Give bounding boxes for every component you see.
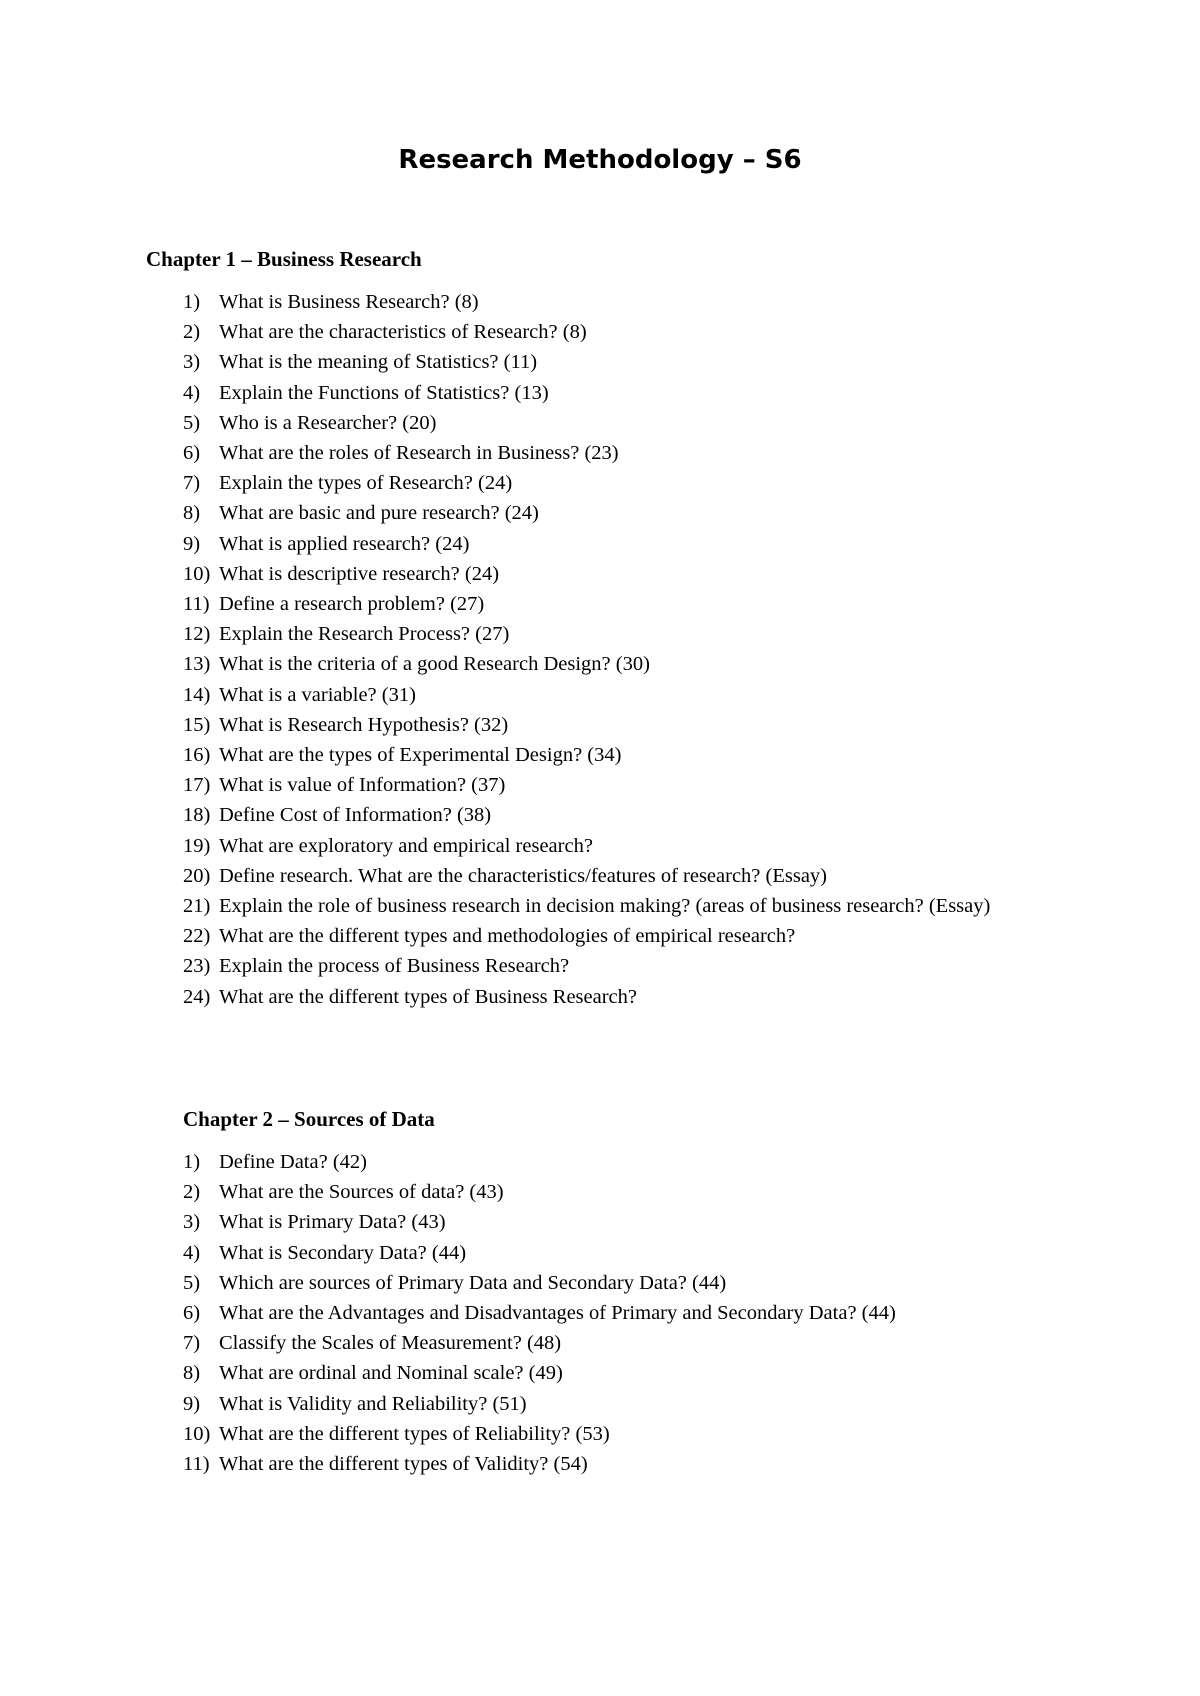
question-item: [0, 1358, 1200, 1388]
question-number: 10): [183, 1422, 211, 1445]
question-item: [0, 1389, 1200, 1419]
question-number: 7): [183, 472, 201, 495]
question-number: 2): [183, 1181, 201, 1204]
question-number: 15): [183, 713, 211, 736]
question-number: 18): [183, 804, 211, 827]
question-number: 2): [183, 321, 201, 344]
question-number: 5): [183, 411, 201, 434]
question-item: [0, 770, 1200, 800]
question-number: 24): [183, 985, 211, 1008]
question-item: [0, 287, 1200, 317]
question-number: 1): [183, 291, 201, 313]
question-item: [0, 1328, 1200, 1358]
question-item: [0, 680, 1200, 710]
question-item: [0, 559, 1200, 589]
question-text: What is value of Information? (37): [219, 774, 506, 797]
question-number: 3): [183, 1211, 201, 1234]
question-item: [0, 438, 1200, 468]
question-number: 4): [183, 1241, 201, 1264]
question-number: 11): [183, 593, 210, 616]
question-text: Explain the process of Business Research?: [219, 955, 570, 978]
question-item: [0, 1147, 1200, 1177]
question-item: [0, 317, 1200, 347]
question-text: What are ordinal and Nominal scale? (49): [219, 1362, 563, 1385]
question-text: What are the roles of Research in Business? (23): [219, 442, 619, 465]
question-item: [0, 1298, 1200, 1328]
question-text: Explain the types of Research? (24): [219, 472, 513, 495]
question-number: 6): [183, 1302, 201, 1325]
question-text: What are exploratory and empirical research?: [219, 834, 593, 857]
question-text: What is Primary Data? (43): [219, 1211, 446, 1234]
question-number: 4): [183, 381, 201, 404]
question-item: [0, 1238, 1200, 1268]
question-text: What is Validity and Reliability? (51): [219, 1392, 527, 1415]
question-text: What are basic and pure research? (24): [219, 502, 539, 525]
question-number: 16): [183, 744, 211, 767]
question-list: [0, 287, 1200, 1012]
question-text: Which are sources of Primary Data and Secondary Data? (44): [219, 1271, 727, 1294]
question-text: What is Secondary Data? (44): [219, 1241, 467, 1264]
question-text: Define Cost of Information? (38): [219, 804, 492, 827]
question-list: [0, 1147, 1200, 1479]
question-item: [0, 1207, 1200, 1237]
question-item: [0, 1268, 1200, 1298]
question-text: What are the Advantages and Disadvantages of Primary and Secondary Data? (44): [219, 1302, 896, 1325]
question-number: 7): [183, 1332, 201, 1355]
question-text: What are the different types of Business Research?: [219, 985, 638, 1008]
question-number: 22): [183, 925, 211, 948]
question-item: [0, 891, 1200, 921]
question-text: What is applied research? (24): [219, 532, 470, 555]
question-text: What is the meaning of Statistics? (11): [219, 351, 538, 374]
question-number: 19): [183, 834, 211, 857]
question-text: Who is a Researcher? (20): [219, 411, 437, 434]
question-number: 12): [183, 623, 211, 646]
question-text: Explain the Functions of Statistics? (13): [219, 381, 549, 404]
question-item: [0, 1177, 1200, 1207]
question-text: What are the characteristics of Research? (8): [219, 321, 587, 344]
question-text: What is Research Hypothesis? (32): [219, 713, 509, 736]
question-number: 8): [183, 1362, 201, 1385]
question-text: What is a variable? (31): [219, 683, 416, 706]
chapter-1-section: [0, 244, 1200, 1012]
question-text: What are the different types of Reliability? (53): [219, 1422, 610, 1445]
question-number: 5): [183, 1271, 201, 1294]
question-number: 14): [183, 683, 211, 706]
chapter-2-section: [0, 1104, 1200, 1479]
question-number: 23): [183, 955, 211, 978]
question-number: 1): [183, 1151, 201, 1173]
question-item: [0, 378, 1200, 408]
chapter-heading: Chapter 2 – Sources of Data: [183, 1107, 435, 1131]
question-item: [0, 347, 1200, 377]
question-number: 9): [183, 532, 201, 555]
question-number: 10): [183, 562, 211, 585]
question-text: What are the types of Experimental Design? (34): [219, 744, 622, 767]
question-item: [0, 831, 1200, 861]
question-item: [0, 619, 1200, 649]
question-item: [0, 529, 1200, 559]
question-number: 20): [183, 864, 211, 887]
question-number: 11): [183, 1453, 210, 1476]
question-number: 21): [183, 895, 211, 918]
question-item: [0, 1419, 1200, 1449]
question-item: [0, 861, 1200, 891]
question-item: [0, 468, 1200, 498]
question-text: What is descriptive research? (24): [219, 562, 500, 585]
chapter-heading: Chapter 1 – Business Research: [146, 247, 422, 271]
question-item: [0, 740, 1200, 770]
question-text: Define Data? (42): [219, 1151, 367, 1173]
question-item: [0, 408, 1200, 438]
question-item: [0, 982, 1200, 1012]
question-text: Explain the role of business research in decision making? (areas of business research? (Essay): [219, 895, 991, 918]
question-number: 8): [183, 502, 201, 525]
question-item: [0, 951, 1200, 981]
question-text: What are the different types and methodologies of empirical research?: [219, 925, 796, 948]
question-item: [0, 498, 1200, 528]
question-item: [0, 921, 1200, 951]
question-text: What is Business Research? (8): [219, 291, 479, 313]
question-text: What are the Sources of data? (43): [219, 1181, 504, 1204]
question-item: [0, 800, 1200, 830]
question-text: Classify the Scales of Measurement? (48): [219, 1332, 562, 1355]
question-item: [0, 649, 1200, 679]
question-number: 9): [183, 1392, 201, 1415]
question-number: 6): [183, 442, 201, 465]
document-title: Research Methodology – S6: [398, 145, 802, 175]
question-text: Define a research problem? (27): [219, 593, 485, 616]
question-text: Explain the Research Process? (27): [219, 623, 510, 646]
question-number: 3): [183, 351, 201, 374]
question-number: 13): [183, 653, 211, 676]
question-text: Define research. What are the characteristics/features of research? (Essay): [219, 864, 828, 887]
question-number: 17): [183, 774, 211, 797]
question-text: What is the criteria of a good Research Design? (30): [219, 653, 650, 676]
question-item: [0, 710, 1200, 740]
question-item: [0, 1449, 1200, 1479]
question-text: What are the different types of Validity? (54): [219, 1453, 588, 1476]
question-item: [0, 589, 1200, 619]
